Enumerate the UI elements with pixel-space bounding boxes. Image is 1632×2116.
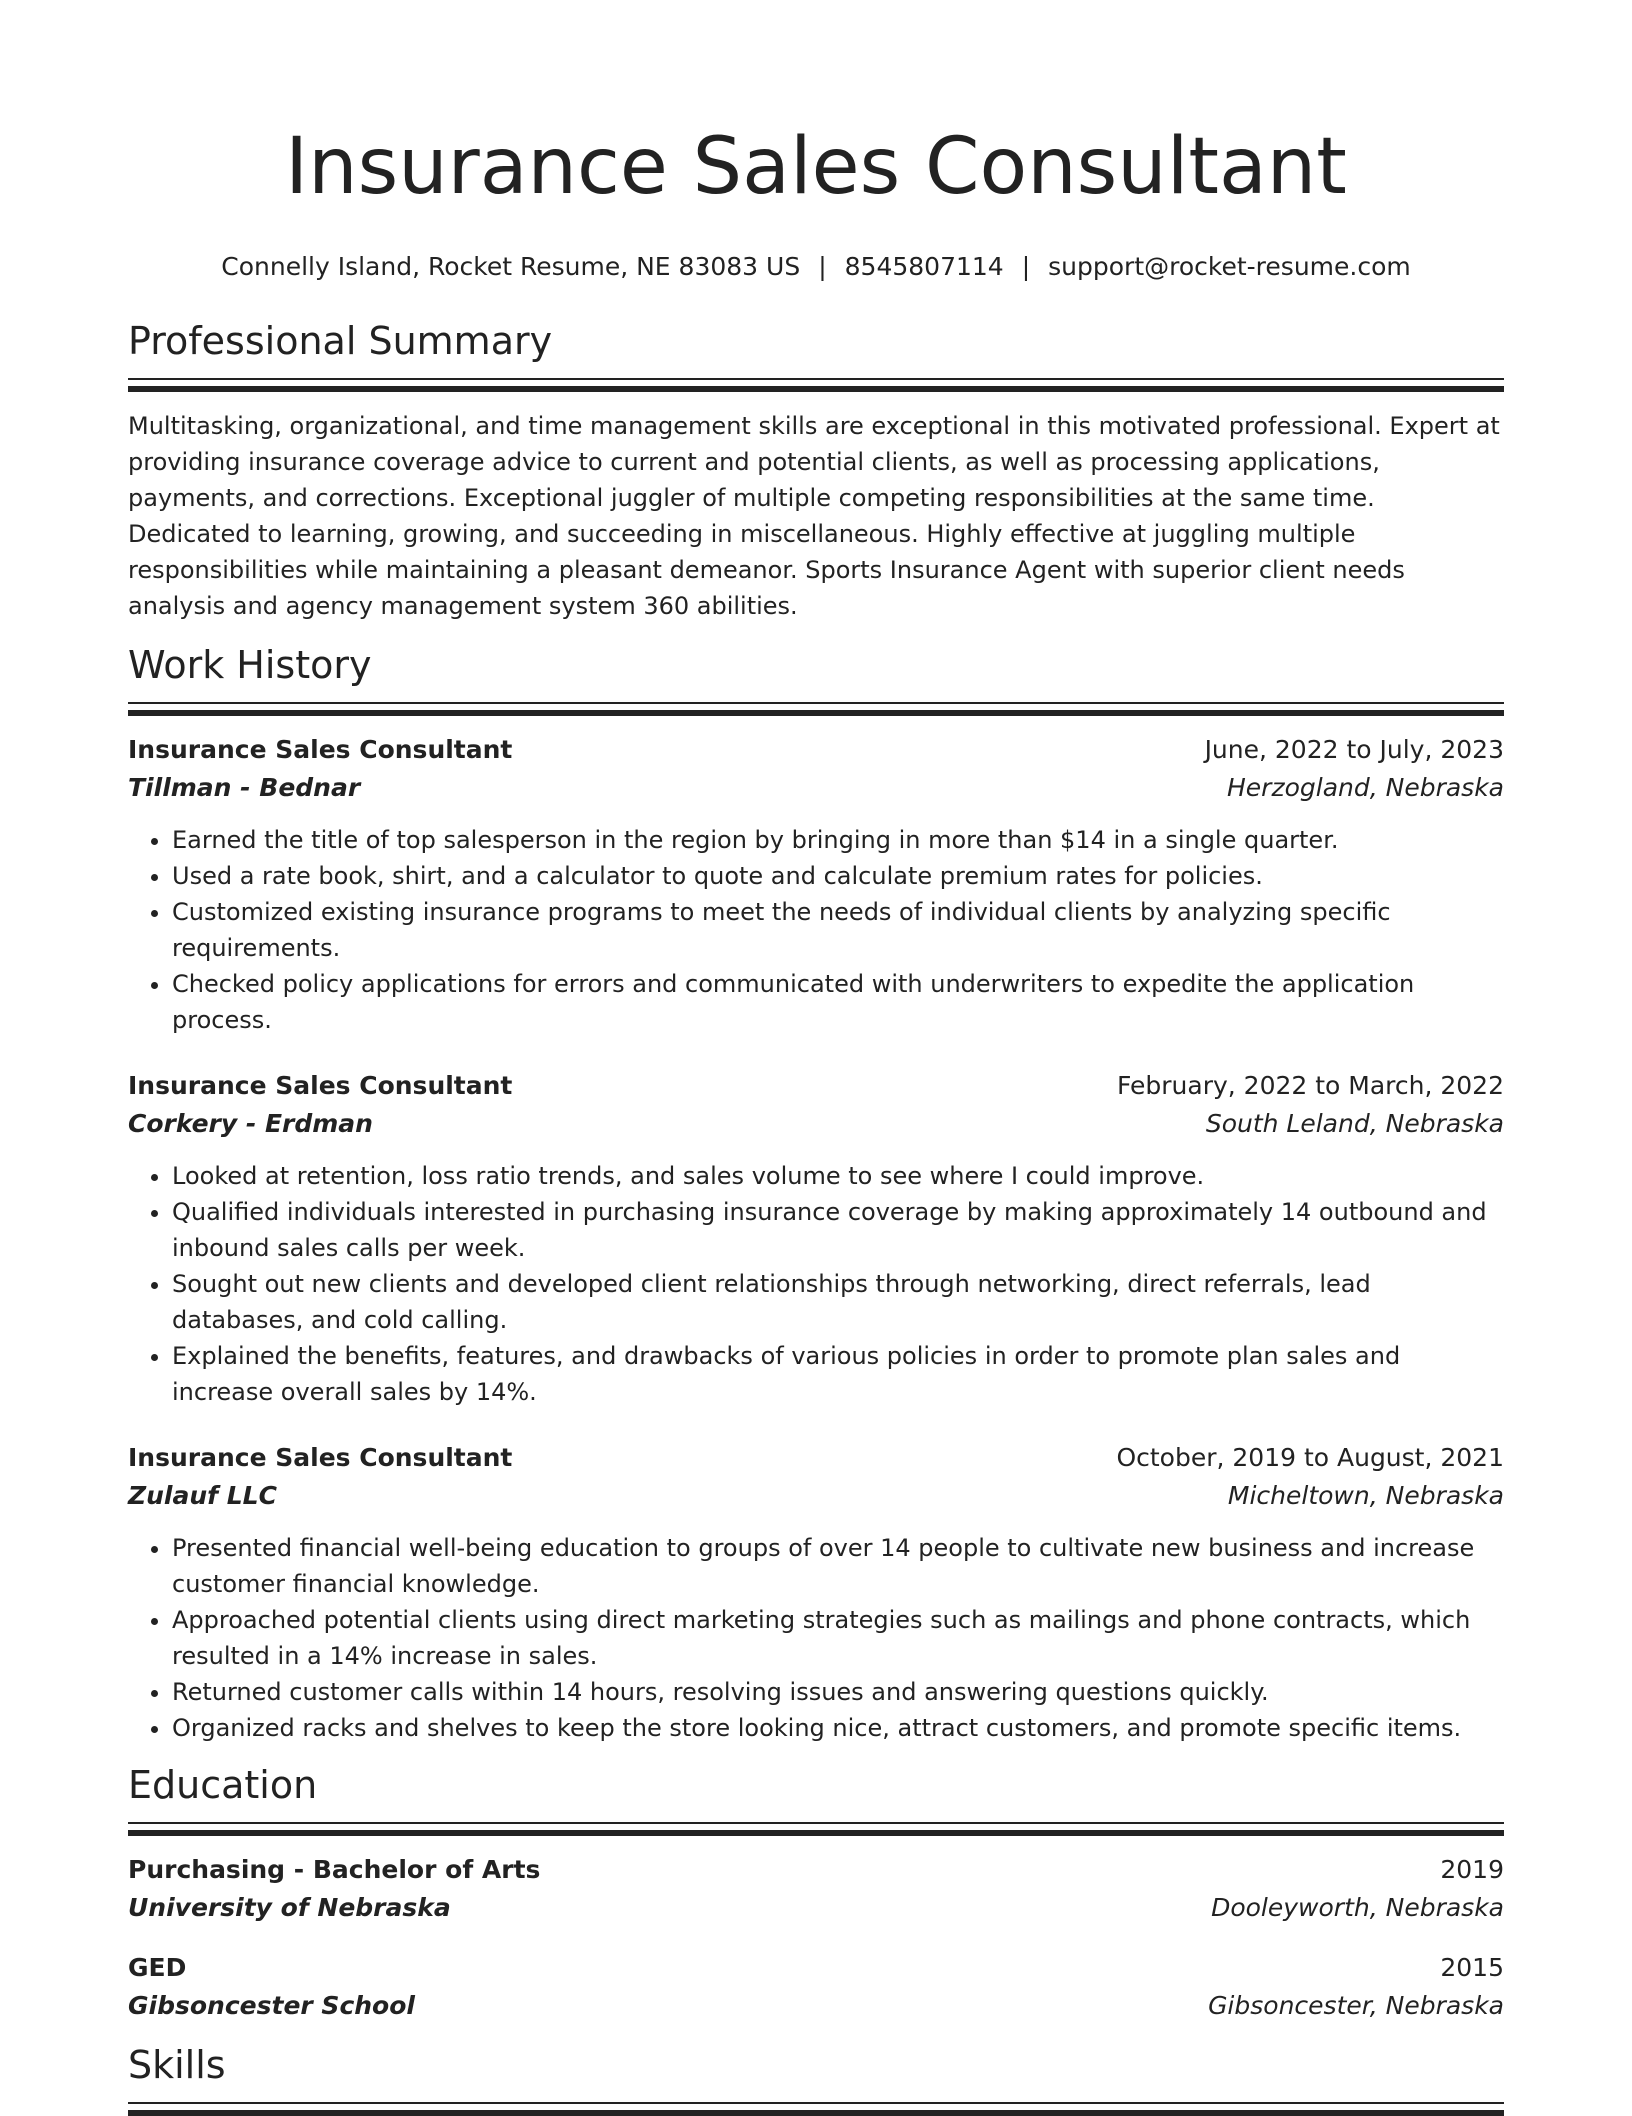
section-title-skills: Skills: [128, 2043, 226, 2087]
education-header: [128, 1950, 1504, 1986]
job-bullet: • Checked policy applications for errors and communicated with underwriters to expedite the application process.: [172, 966, 1504, 1038]
job-bullet: • Explained the benefits, features, and drawbacks of various policies in order to promote plan sales and increase overall sales by 14%.: [172, 1338, 1504, 1410]
education-header: [128, 1852, 1504, 1888]
job-company: Corkery - Erdman: [128, 1109, 373, 1138]
job-bullet: • Used a rate book, shirt, and a calculator to quote and calculate premium rates for policies.: [172, 858, 1504, 894]
education-school: University of Nebraska: [128, 1893, 451, 1922]
job-company: Zulauf LLC: [128, 1481, 277, 1510]
job-entry: [128, 1068, 1504, 1410]
job-dates: October, 2019 to August, 2021: [1116, 1443, 1504, 1472]
contact-separator: |: [1021, 252, 1031, 281]
job-header: [128, 1068, 1504, 1104]
education-year: 2019: [1440, 1855, 1504, 1884]
job-title: Insurance Sales Consultant: [128, 735, 513, 764]
job-location: South Leland, Nebraska: [1205, 1109, 1504, 1138]
job-header: [128, 732, 1504, 768]
job-title: Insurance Sales Consultant: [128, 1443, 513, 1472]
education-section: [128, 1762, 1504, 2026]
job-bullets: [128, 1530, 1504, 1746]
education-subheader: [128, 1888, 1504, 1928]
job-bullet: • Sought out new clients and developed client relationships through networking, direct referrals, lead databases, and cold calling.: [172, 1266, 1504, 1338]
job-bullet: • Qualified individuals interested in purchasing insurance coverage by making approximately 14 outbound and inbound sales calls per week.: [172, 1194, 1504, 1266]
education-entry: [128, 1950, 1504, 2026]
job-bullet: • Approached potential clients using direct marketing strategies such as mailings and phone contracts, which resulted in a 14% increase in sales.: [172, 1602, 1504, 1674]
job-header: [128, 1440, 1504, 1476]
work-history-section: [128, 642, 1504, 1746]
education-subheader: [128, 1986, 1504, 2026]
job-dates: June, 2022 to July, 2023: [1204, 735, 1504, 764]
section-title-education: Education: [128, 1763, 318, 1807]
job-location: Herzogland, Nebraska: [1227, 773, 1504, 802]
section-divider: [128, 1822, 1504, 1836]
education-location: Gibsoncester, Nebraska: [1208, 1991, 1504, 2020]
job-company: Tillman - Bednar: [128, 773, 361, 802]
summary-text: Multitasking, organizational, and time management skills are exceptional in this motivated professional. Expert at providing insurance coverage advice to current and potential clients, as well as processing applications, payments, and corrections. Exceptional juggler of multiple competing responsibilities at the same time. Dedicated to learning, growing, and succeeding in miscellaneous. Highly effective at juggling multiple responsibilities while maintaining a pleasant demeanor. Sports Insurance Agent with superior client needs analysis and agency management system 360 abilities.: [128, 412, 1500, 620]
job-bullet: • Looked at retention, loss ratio trends, and sales volume to see where I could improve.: [172, 1158, 1504, 1194]
section-divider: [128, 2102, 1504, 2116]
skills-section: [128, 2042, 1504, 2116]
job-bullets: [128, 822, 1504, 1038]
education-school: Gibsoncester School: [128, 1991, 415, 2020]
job-entry: [128, 1440, 1504, 1746]
contact-email: support@rocket-resume.com: [1048, 252, 1411, 281]
job-bullet: • Organized racks and shelves to keep the store looking nice, attract customers, and promote specific items.: [172, 1710, 1504, 1746]
job-bullet: • Earned the title of top salesperson in the region by bringing in more than $14 in a single quarter.: [172, 822, 1504, 858]
job-dates: February, 2022 to March, 2022: [1116, 1071, 1504, 1100]
education-degree: GED: [128, 1953, 187, 1982]
summary-section: [128, 318, 1504, 624]
education-entry: [128, 1852, 1504, 1928]
resume-name: Insurance Sales Consultant: [285, 122, 1347, 212]
job-subheader: [128, 1104, 1504, 1144]
job-entry: [128, 732, 1504, 1038]
section-divider: [128, 378, 1504, 392]
job-bullet: • Presented financial well-being education to groups of over 14 people to cultivate new business and increase customer financial knowledge.: [172, 1530, 1504, 1602]
section-title-work-history: Work History: [128, 643, 372, 687]
education-location: Dooleyworth, Nebraska: [1211, 1893, 1504, 1922]
job-bullet: • Returned customer calls within 14 hours, resolving issues and answering questions quickly.: [172, 1674, 1504, 1710]
contact-line: [128, 252, 1504, 282]
contact-separator: |: [818, 252, 827, 281]
job-bullets: [128, 1158, 1504, 1410]
section-title-summary: Professional Summary: [128, 319, 553, 363]
job-title: Insurance Sales Consultant: [128, 1071, 513, 1100]
education-degree: Purchasing - Bachelor of Arts: [128, 1855, 541, 1884]
job-bullet: • Customized existing insurance programs to meet the needs of individual clients by analyzing specific requirements.: [172, 894, 1504, 966]
contact-phone: 8545807114: [844, 252, 1004, 281]
section-divider: [128, 702, 1504, 716]
education-year: 2015: [1440, 1953, 1504, 1982]
job-subheader: [128, 1476, 1504, 1516]
contact-address: Connelly Island, Rocket Resume, NE 83083 US: [221, 252, 801, 281]
job-location: Micheltown, Nebraska: [1227, 1481, 1504, 1510]
job-subheader: [128, 768, 1504, 808]
